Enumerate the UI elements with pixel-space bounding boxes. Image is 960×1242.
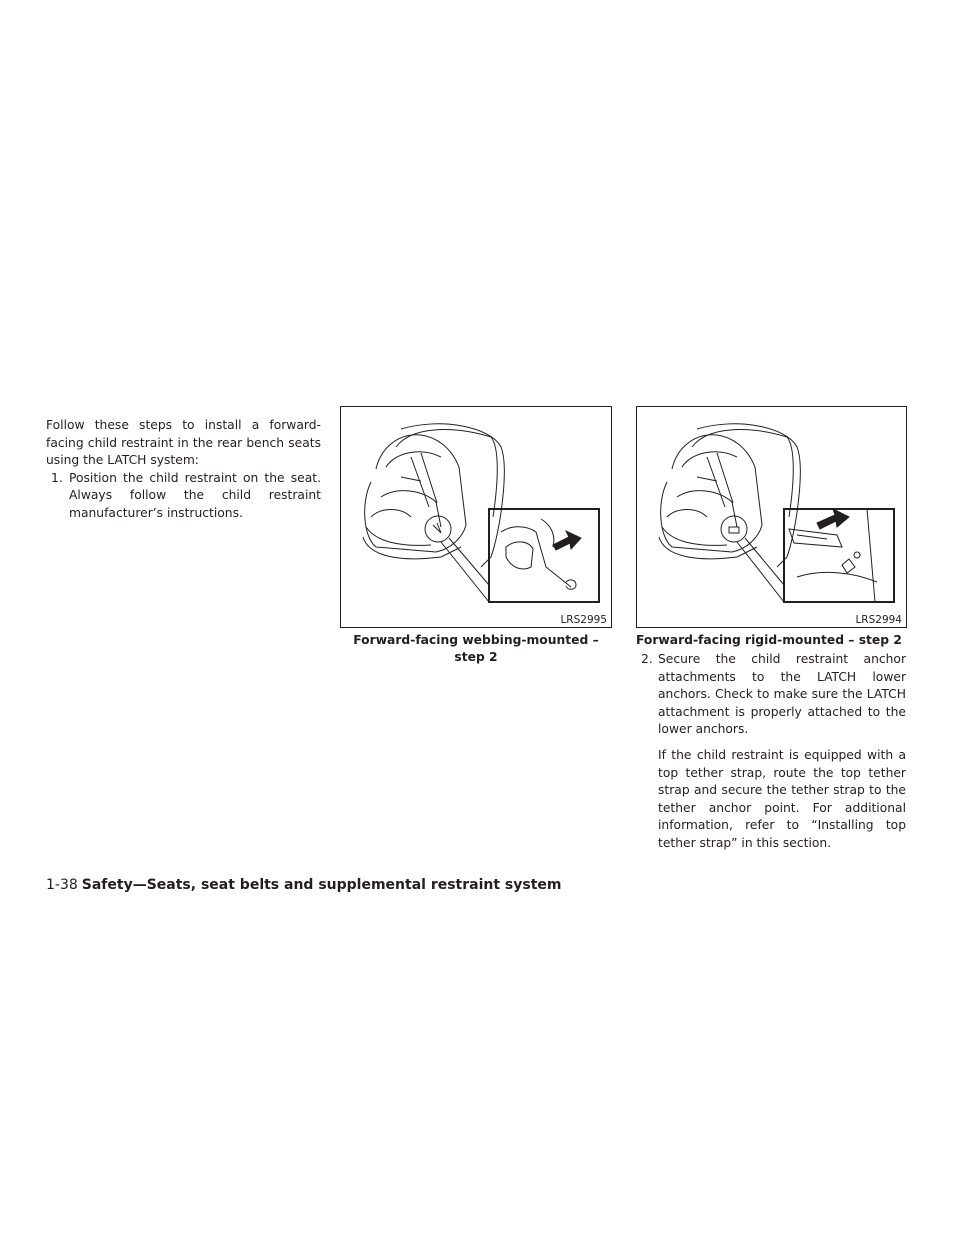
left-column xyxy=(46,417,321,523)
page-number: 1-38 xyxy=(46,877,78,893)
child-seat-illustration xyxy=(341,407,611,627)
intro-text: Follow these steps to install a forward-facing child restraint in the rear bench seats using the LATCH system: xyxy=(46,418,321,468)
figure-code: LRS2995 xyxy=(560,614,607,626)
child-seat-illustration xyxy=(637,407,906,627)
right-column xyxy=(636,651,906,853)
step-2-text: Secure the child restraint anchor attachments to the LATCH lower anchors. Check to make sure the LATCH attachment is properly attached to the lower anchors. xyxy=(658,652,906,737)
figure-rigid-mounted xyxy=(636,406,907,628)
figure-caption: Forward-facing webbing-mounted – step 2 xyxy=(353,633,599,664)
figure-code: LRS2994 xyxy=(855,614,902,626)
figure-webbing-mounted xyxy=(340,406,612,628)
step-2 xyxy=(636,651,906,739)
page-footer xyxy=(46,877,562,893)
step-1-text: Position the child restraint on the seat. Always follow the child restraint manufacturer’s instructions. xyxy=(69,470,321,520)
step-2-number: 2. xyxy=(641,652,653,666)
step-2-note: If the child restraint is equipped with a top tether strap, route the top tether strap and secure the tether strap to the tether anchor point. For additional information, refer to “Installing top tether strap” in this section. xyxy=(658,747,906,850)
figure-caption: Forward-facing rigid-mounted – step 2 xyxy=(636,633,902,647)
step-1-number: 1. xyxy=(51,470,63,485)
step-1 xyxy=(46,470,321,523)
section-title: Safety—Seats, seat belts and supplemental restraint system xyxy=(81,877,562,893)
